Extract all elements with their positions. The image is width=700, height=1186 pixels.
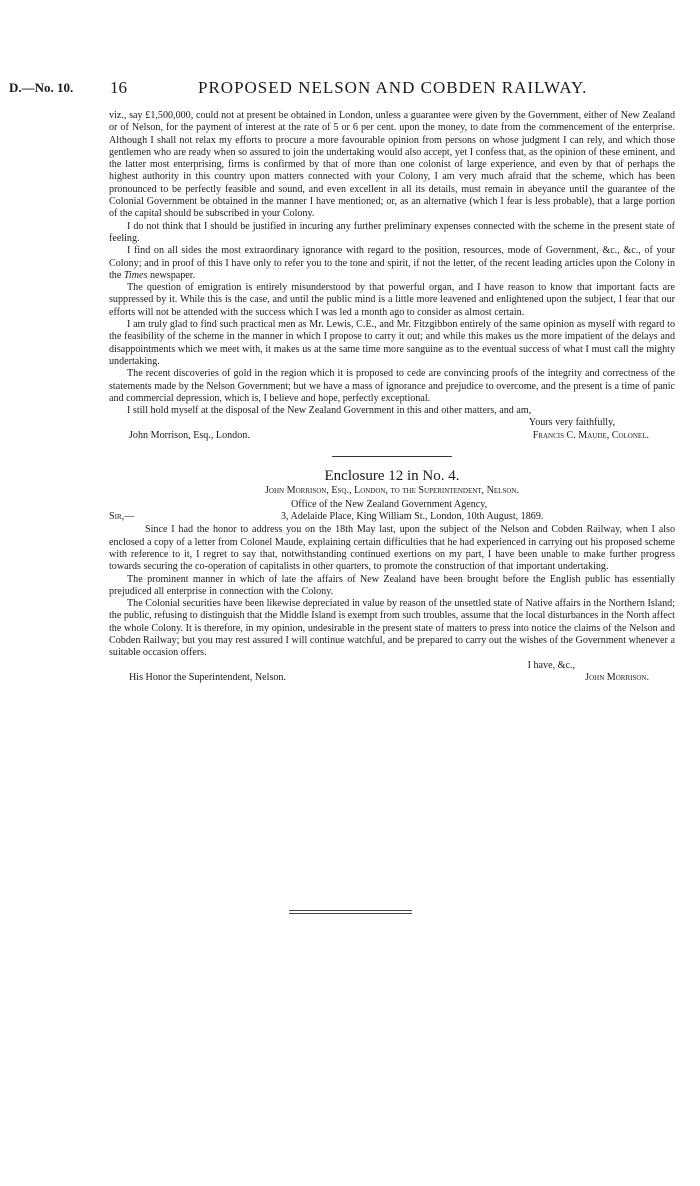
newspaper-title: Times bbox=[123, 269, 148, 281]
letter1-signature-row bbox=[109, 430, 675, 443]
salutation-row bbox=[109, 511, 675, 524]
page-header bbox=[0, 78, 700, 98]
letter1-paragraph: I am truly glad to find such practical men as Mr. Lewis, C.E., and Mr. Fitzgibbon entirely of the same opinion as myself with regard to the feasibility of the scheme in the manner in which I propose to carry it out; and while this makes us the more impatient of the delays and disappointments which we meet with, it makes us at the same time more sanguine as to the eventual success of what I must call the mighty undertaking. bbox=[109, 319, 675, 367]
running-title: PROPOSED NELSON AND COBDEN RAILWAY. bbox=[198, 78, 588, 97]
rule-line bbox=[289, 913, 412, 914]
enclosure-paragraph: Since I had the honor to address you on the 18th May last, upon the subject of the Nelson and Cobden Railway, when I also enclosed a copy of a letter from Colonel Maude, explaining certain difficulties that he had experienced in carrying out his proposed scheme with reference to it, I regret to say that, notwithstanding continued exertions on my part, I have been unable to make further progress towards securing the co-operation of capitalists in other quarters, to promote the construction of that important undertaking. bbox=[109, 524, 675, 573]
enclosure-subtitle: John Morrison, Esq., London, to the Superintendent, Nelson. bbox=[265, 484, 519, 496]
paragraph-text: I find on all sides the most extraordinary ignorance with regard to the position, resources, mode of Government, &c., &c., of your Colony; and in proof of this I have only to refer you to the tone and spirit, if not the letter, of the recent leading articles upon the Colony in the bbox=[109, 245, 675, 281]
office-address: Office of the New Zealand Government Agency, bbox=[291, 499, 488, 511]
letter1-paragraph: I still hold myself at the disposal of the New Zealand Government in this and other matters, and am, bbox=[127, 405, 532, 417]
letter1-paragraph: The question of emigration is entirely misunderstood by that powerful organ, and I have reason to know that important facts are suppressed by it. While this is the case, and until the public mind is a little more leavened and enlightened upon the subject, I fear that our efforts will not be attended with the success which I was led a month ago to consider as almost certain. bbox=[109, 282, 675, 318]
enclosure-title: Enclosure 12 in No. 4. bbox=[324, 467, 460, 484]
enclosure-closing: I have, &c., bbox=[527, 659, 575, 671]
letter1-paragraph: viz., say £1,500,000, could not at present be obtained in London, unless a guarantee were given by the Government, either of New Zealand or of Nelson, for the payment of interest at the rate of 5 or 6 per cent. upon the money, to date from the commencement of the enterprise. Although I shall not relax my efforts to procure a more favourable opinion from persons on whose judgment I can rely, and which those gentlemen who are ready when so assured to join the undertaking would also accept, yet I confess that, as the opinion of these eminent, and the latter most enterprising, firms is confirmed by that of more than one colonist of large experience, and even by that of perhaps the highest authority in this country upon matters connected with your Colony, I am very much afraid that the scheme, which has been pronounced to be perfectly feasible and sound, and even excellent in all its details, must remain in abeyance until the guarantee of the Colonial Government be obtained in the manner I have mentioned; or, as an alternative (which I fear is less probable), that a large portion of the capital should be subscribed in your Colony. bbox=[109, 110, 675, 220]
document-reference: D.—No. 10. bbox=[9, 80, 74, 95]
rule-line bbox=[289, 910, 412, 911]
page-number: 16 bbox=[110, 78, 127, 97]
letter1-paragraph: The recent discoveries of gold in the region which it is proposed to cede are convincing proofs of the integrity and correctness of the statements made by the Nelson Government; but we have a mass of ignorance and prejudice to overcome, and the present is a time of panic and commercial depression, which is, I believe and hope, perfectly exceptional. bbox=[109, 368, 675, 404]
letter1-signature: Francis C. Maude, Colonel. bbox=[532, 429, 649, 441]
enclosure-paragraph: The prominent manner in which of late the affairs of New Zealand have been brought before the English public has essentially prejudiced all enterprise in connection with the Colony. bbox=[109, 573, 675, 597]
enclosure-paragraph: The Colonial securities have been likewise depreciated in value by reason of the unsettled state of Native affairs in the Northern Island; the public, refusing to distinguish that the Middle Island is exempt from such troubles, assume that the local disturbances in the North affect the whole Colony. It is therefore, in my opinion, undesirable in the present state of matters to press into notice the claims of the Nelson and Cobden Railway; but you may rest assured I will continue watchful, and be prepared to carry out the wishes of the Government whenever a suitable occasion offers. bbox=[109, 598, 675, 659]
end-double-rule bbox=[289, 910, 412, 916]
salutation: Sir,— bbox=[109, 511, 135, 523]
letter1-recipient: John Morrison, Esq., London. bbox=[129, 429, 250, 441]
enclosure-recipient: His Honor the Superintendent, Nelson. bbox=[129, 671, 286, 683]
paragraph-text: newspaper. bbox=[147, 269, 196, 281]
document-body bbox=[109, 110, 675, 685]
letter1-paragraph bbox=[109, 245, 675, 282]
enclosure-signature-row bbox=[109, 672, 675, 685]
letter1-closing: Yours very faithfully, bbox=[528, 417, 615, 429]
section-divider bbox=[332, 456, 452, 457]
letter-date-line: 3, Adelaide Place, King William St., London, 10th August, 1869. bbox=[281, 511, 544, 523]
letter1-paragraph: I do not think that I should be justified in incuring any further preliminary expenses connected with the scheme in the present state of feeling. bbox=[109, 220, 675, 244]
enclosure-signature: John Morrison. bbox=[585, 671, 649, 683]
